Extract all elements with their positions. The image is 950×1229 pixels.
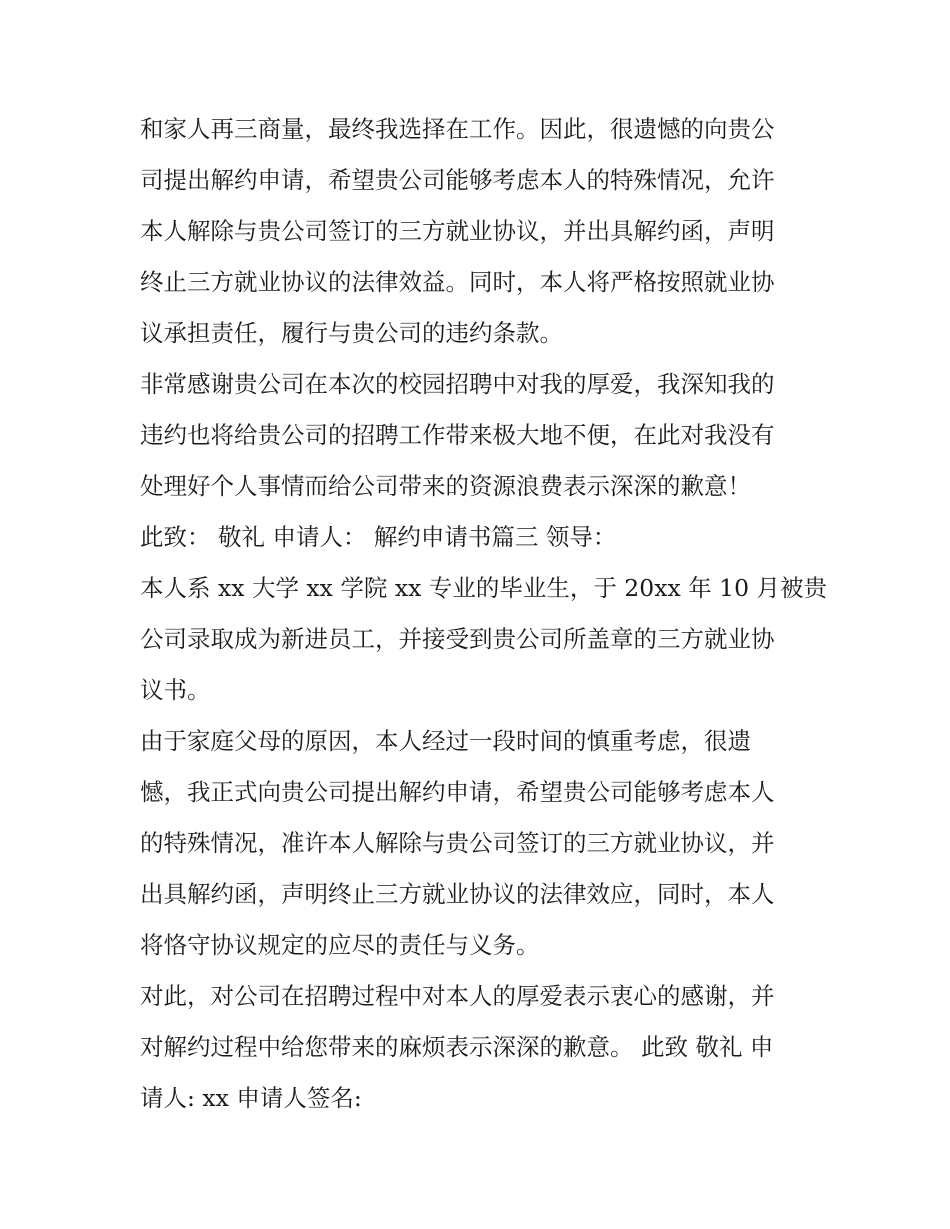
text-line: 本人解除与贵公司签订的三方就业协议，并出具解约函，声明 (140, 217, 775, 245)
text-line: 终止三方就业协议的法律效益。同时，本人将严格按照就业协 (140, 268, 775, 296)
text-line: 议书。 (140, 676, 211, 704)
text-line: 请人: xx 申请人签名: (140, 1084, 362, 1112)
document-body (140, 104, 828, 1124)
text-line: 出具解约函，声明终止三方就业协议的法律效应，同时，本人 (140, 880, 775, 908)
text-line: 将恪守协议规定的应尽的责任与义务。 (140, 931, 540, 959)
text-line: 公司录取成为新进员工，并接受到贵公司所盖章的三方就业协 (140, 625, 775, 653)
text-line: 处理好个人事情而给公司带来的资源浪费表示深深的歉意！ (140, 472, 751, 500)
text-line: 本人系 xx 大学 xx 学院 xx 专业的毕业生，于 20xx 年 10 月被贵 (140, 574, 828, 602)
text-line: 对解约过程中给您带来的麻烦表示深深的歉意。 此致 敬礼 申 (140, 1033, 774, 1061)
text-line: 对此，对公司在招聘过程中对本人的厚爱表示衷心的感谢，并 (140, 982, 775, 1010)
text-line: 的特殊情况，准许本人解除与贵公司签订的三方就业协议，并 (140, 829, 775, 857)
text-line: 由于家庭父母的原因，本人经过一段时间的慎重考虑，很遗 (140, 727, 751, 755)
text-line: 违约也将给贵公司的招聘工作带来极大地不便，在此对我没有 (140, 421, 775, 449)
text-line: 非常感谢贵公司在本次的校园招聘中对我的厚爱，我深知我的 (140, 370, 775, 398)
text-line: 议承担责任，履行与贵公司的违约条款。 (140, 319, 563, 347)
text-line: 此致： 敬礼 申请人： 解约申请书篇三 领导： (140, 523, 617, 551)
text-line: 和家人再三商量，最终我选择在工作。因此，很遗憾的向贵公 (140, 115, 775, 143)
text-line: 司提出解约申请，希望贵公司能够考虑本人的特殊情况，允许 (140, 166, 775, 194)
text-line: 憾，我正式向贵公司提出解约申请，希望贵公司能够考虑本人 (140, 778, 775, 806)
